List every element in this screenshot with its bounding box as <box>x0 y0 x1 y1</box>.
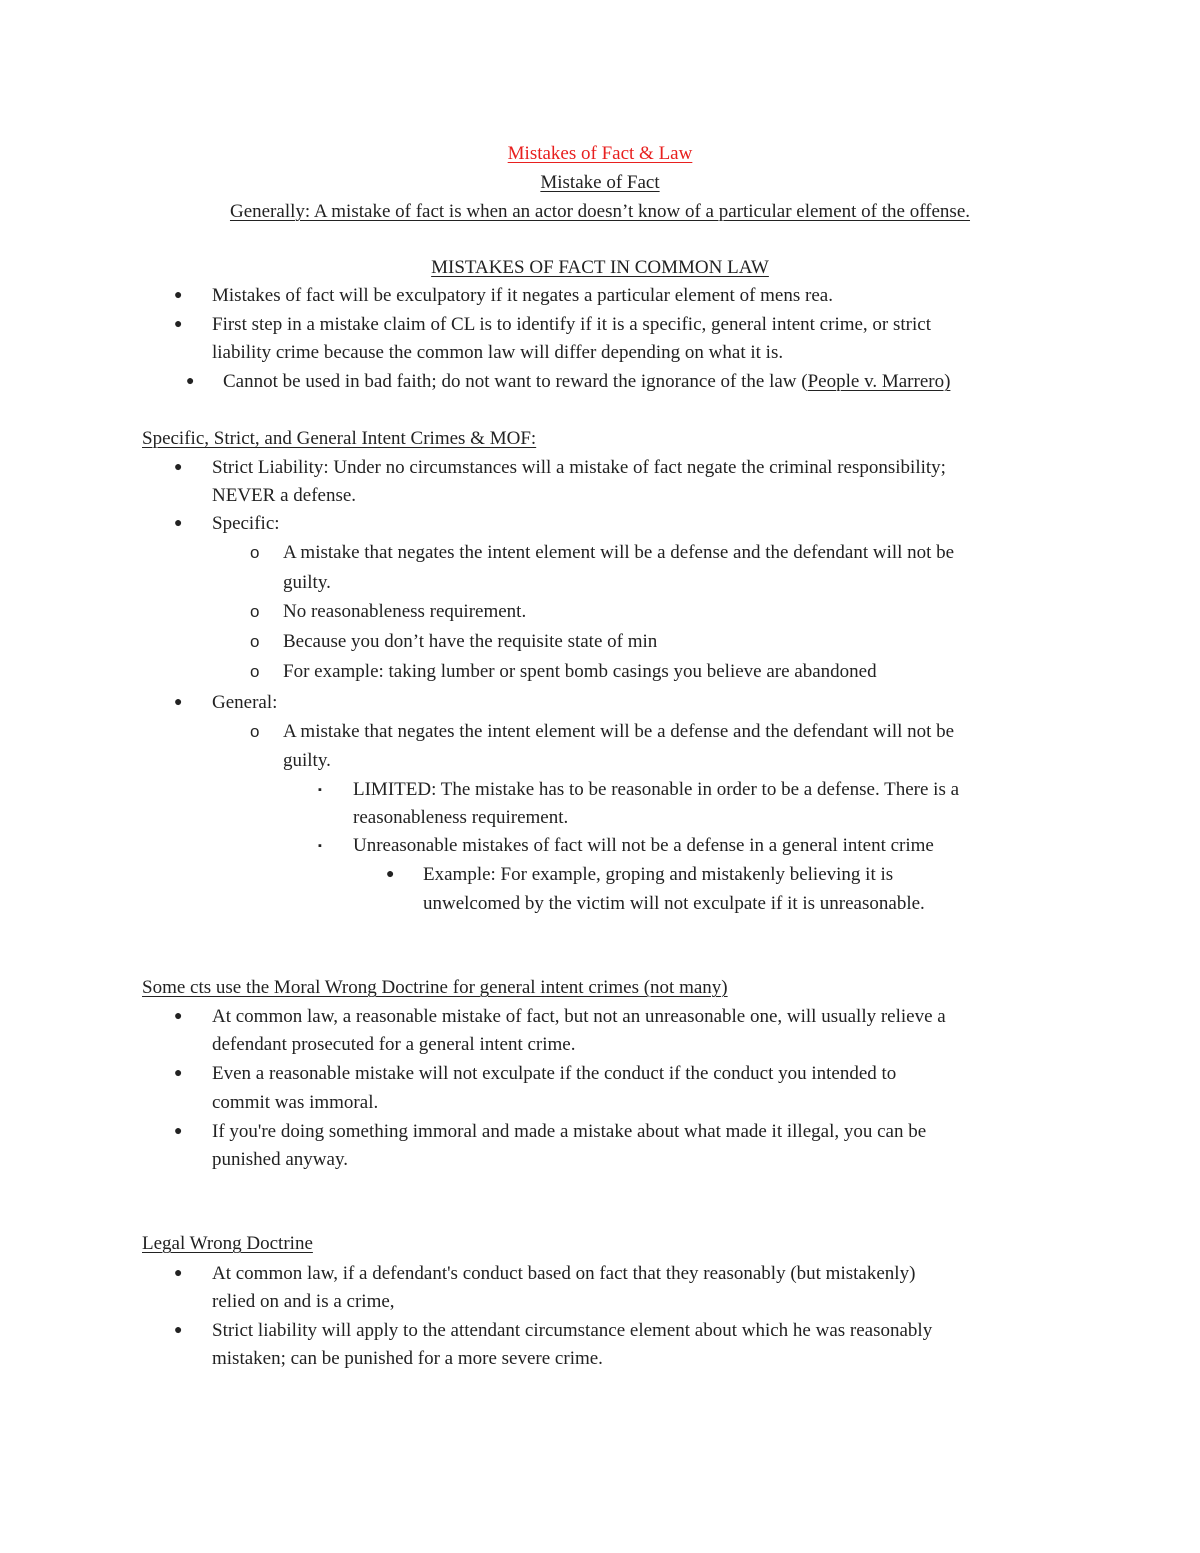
bullet-icon <box>174 1063 182 1085</box>
bullet-icon <box>174 457 182 479</box>
list-item-continuation: liability crime because the common law will differ depending on what it is. <box>212 342 784 363</box>
bullet-icon <box>174 692 182 714</box>
bullet-icon <box>174 1121 182 1143</box>
list-item-continuation: relied on and is a crime, <box>212 1291 395 1312</box>
sub-list-item: A mistake that negates the intent element will be a defense and the defendant will not be <box>283 721 955 742</box>
square-bullet-icon: ▪ <box>318 840 322 852</box>
bullet-icon <box>174 1263 182 1285</box>
circle-bullet-icon: o <box>250 602 260 621</box>
sub-list-item-continuation: guilty. <box>283 750 331 771</box>
circle-bullet-icon: o <box>250 632 260 651</box>
generally-definition: Generally: A mistake of fact is when an actor doesn’t know of a particular element of the offense. <box>229 201 971 222</box>
list-item: Even a reasonable mistake will not exculpate if the conduct if the conduct you intended to <box>212 1063 897 1084</box>
list-item-continuation: NEVER a defense. <box>212 485 357 506</box>
case-citation: People v. Marrero) <box>807 371 951 392</box>
sub-list-item: Because you don’t have the requisite state of min <box>283 631 658 652</box>
bullet-icon <box>186 371 194 393</box>
document-title: Mistakes of Fact & Law <box>507 143 693 164</box>
list-item-continuation: commit was immoral. <box>212 1092 379 1113</box>
sub-sub-list-item-continuation: reasonableness requirement. <box>353 807 569 828</box>
bullet-icon <box>174 314 182 336</box>
sub-sub-list-item: Unreasonable mistakes of fact will not be a defense in a general intent crime <box>353 835 934 856</box>
list-item: Specific: <box>212 513 280 534</box>
list-item: First step in a mistake claim of CL is to identify if it is a specific, general intent crime, or strict <box>212 314 932 335</box>
circle-bullet-icon: o <box>250 543 260 562</box>
bullet-icon <box>174 513 182 535</box>
bullet-icon <box>174 1320 182 1342</box>
bullet-icon <box>386 864 394 886</box>
list-item-continuation: punished anyway. <box>212 1149 348 1170</box>
bullet-icon <box>174 1006 182 1028</box>
square-bullet-icon: ▪ <box>318 784 322 796</box>
common-law-heading: MISTAKES OF FACT IN COMMON LAW <box>431 257 769 278</box>
circle-bullet-icon: o <box>250 662 260 681</box>
list-item: Strict Liability: Under no circumstances will a mistake of fact negate the criminal responsibility; <box>212 457 946 478</box>
list-item <box>223 371 950 393</box>
list-item-continuation: defendant prosecuted for a general intent crime. <box>212 1034 576 1055</box>
list-item-continuation: mistaken; can be punished for a more severe crime. <box>212 1348 603 1369</box>
list-item: At common law, if a defendant's conduct based on fact that they reasonably (but mistakenly) <box>212 1263 916 1284</box>
circle-bullet-icon: o <box>250 722 260 741</box>
sub-list-item: A mistake that negates the intent element will be a defense and the defendant will not be <box>283 542 955 563</box>
bullet-icon <box>174 285 182 307</box>
moral-wrong-heading: Some cts use the Moral Wrong Doctrine for general intent crimes (not many) <box>142 977 728 998</box>
example-item-continuation: unwelcomed by the victim will not exculpate if it is unreasonable. <box>423 893 925 914</box>
list-item: Mistakes of fact will be exculpatory if it negates a particular element of mens rea. <box>212 285 833 306</box>
sub-list-item: No reasonableness requirement. <box>283 601 527 622</box>
sub-sub-list-item: LIMITED: The mistake has to be reasonable in order to be a defense. There is a <box>353 779 960 800</box>
list-item: If you're doing something immoral and made a mistake about what made it illegal, you can be <box>212 1121 927 1142</box>
intent-crimes-heading: Specific, Strict, and General Intent Crimes & MOF: <box>142 428 537 449</box>
example-item: Example: For example, groping and mistakenly believing it is <box>423 864 894 885</box>
legal-wrong-heading: Legal Wrong Doctrine <box>142 1233 313 1254</box>
list-item: General: <box>212 692 278 713</box>
sub-list-item-continuation: guilty. <box>283 572 331 593</box>
sub-list-item: For example: taking lumber or spent bomb casings you believe are abandoned <box>283 661 877 682</box>
list-item: Strict liability will apply to the attendant circumstance element about which he was reasonably <box>212 1320 933 1341</box>
list-item: At common law, a reasonable mistake of fact, but not an unreasonable one, will usually relieve a <box>212 1006 946 1027</box>
document-subtitle: Mistake of Fact <box>540 172 660 193</box>
list-item-text: Cannot be used in bad faith; do not want to reward the ignorance of the law ( <box>223 371 808 392</box>
